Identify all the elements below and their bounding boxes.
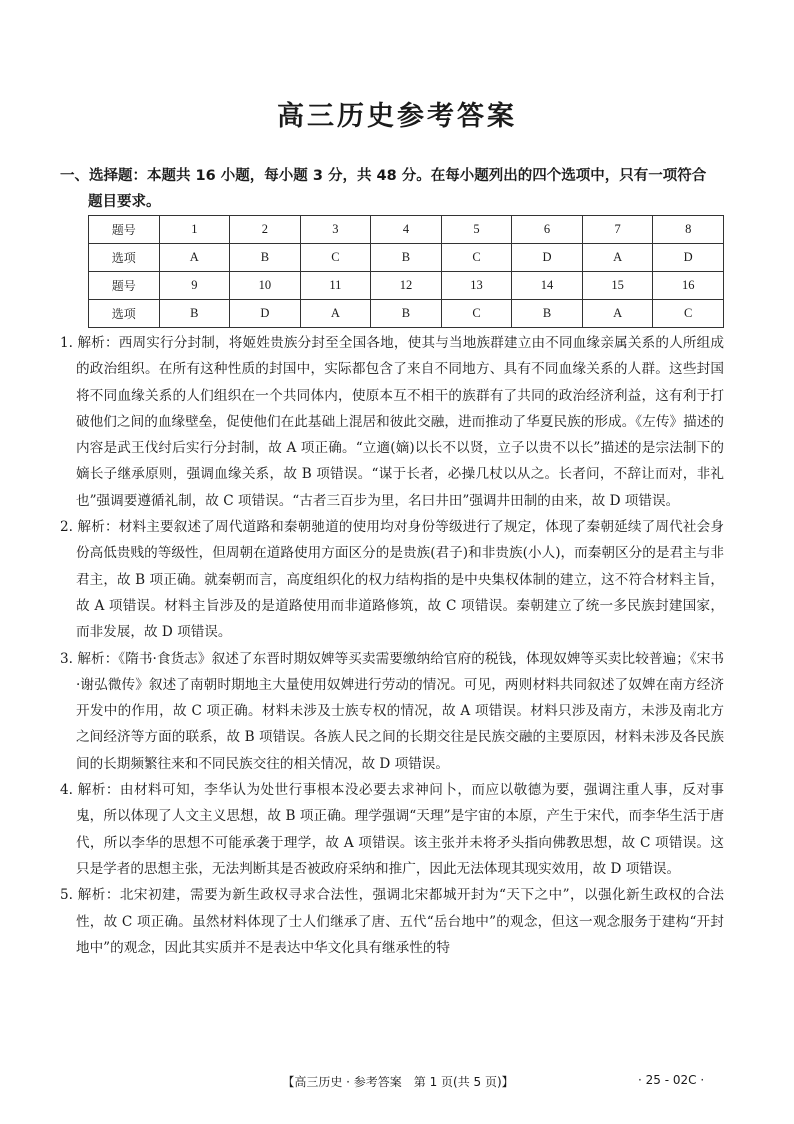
explanations — [60, 330, 724, 961]
answer-cell: D — [653, 244, 724, 272]
answer-cell: D — [230, 300, 301, 328]
question-number-cell: 5 — [441, 216, 512, 244]
answer-table — [88, 215, 724, 328]
option-label-cell: 选项 — [89, 300, 160, 328]
question-number-cell: 16 — [653, 272, 724, 300]
question-number-cell: 6 — [512, 216, 583, 244]
footer-page-info: 【高三历史 · 参考答案 第 1 页(共 5 页)】 — [282, 1075, 514, 1089]
question-number-cell: 12 — [371, 272, 442, 300]
option-label-cell: 选项 — [89, 244, 160, 272]
question-number-cell: 7 — [582, 216, 653, 244]
question-number-cell: 1 — [159, 216, 230, 244]
answer-cell: C — [441, 300, 512, 328]
explanation-item-2: 2. 解析：材料主要叙述了周代道路和秦朝驰道的使用均对身份等级进行了规定，体现了秦朝延续了周代社会身份高低贵贱的等级性，但周朝在道路使用方面区分的是贵族(君子)和非贵族(小人)，而秦朝区分的是君主与非君主，故 B 项正确。就秦朝而言，高度组织化的权力结构指的是中央集权体制的建立，这不符合材料主旨，故 A 项错误。材料主旨涉及的是道路使用而非道路修筑，故 C 项错误。秦朝建立了统一多民族封建国家，而非发展，故 D 项错误。 — [60, 519, 724, 641]
answer-cell: A — [582, 244, 653, 272]
question-number-cell: 14 — [512, 272, 583, 300]
explanation-item-4: 4. 解析：由材料可知，李华认为处世行事根本没必要去求神问卜，而应以敬德为要，强调注重人事，反对事鬼，所以体现了人文主义思想，故 B 项正确。理学强调“天理”是宇宙的本原，产生于宋代，而李华生活于唐代，所以李华的思想不可能承袭于理学，故 A 项错误。该主张并未将矛头指向佛教思想，故 C 项错误。这只是学者的思想主张，无法判断其是否被政府采纳和推广，因此无法体现其现实效用，故 D 项错误。 — [60, 782, 724, 877]
answer-cell: A — [300, 300, 371, 328]
footer-code: · 25 - 02C · — [638, 1073, 705, 1087]
question-number-cell: 15 — [582, 272, 653, 300]
question-label-cell: 题号 — [89, 272, 160, 300]
answer-cell: C — [441, 244, 512, 272]
page-footer — [0, 1073, 794, 1093]
answer-cell: B — [512, 300, 583, 328]
table-row — [89, 216, 724, 244]
question-label-cell: 题号 — [89, 216, 160, 244]
answer-cell: C — [653, 300, 724, 328]
explanation-item-5: 5. 解析：北宋初建，需要为新生政权寻求合法性，强调北宋都城开封为“天下之中”，以强化新生政权的合法性，故 C 项正确。虽然材料体现了士人们继承了唐、五代“岳台地中”的观念，但这一观念服务于建构“开封地中”的观念，因此其实质并不是表达中华文化具有继承性的特 — [60, 887, 724, 956]
answer-cell: C — [300, 244, 371, 272]
page-title: 高三历史参考答案 — [277, 101, 517, 132]
answer-cell: A — [582, 300, 653, 328]
answer-cell: B — [159, 300, 230, 328]
table-row — [89, 272, 724, 300]
section-heading-line2: 题目要求。 — [88, 194, 161, 210]
question-number-cell: 10 — [230, 272, 301, 300]
explanation-item-1: 1. 解析：西周实行分封制，将姬姓贵族分封至全国各地，使其与当地族群建立由不同血缘亲属关系的人所组成的政治组织。在所有这种性质的封国中，实际都包含了来自不同地方、具有不同血缘关系的人群。这些封国将不同血缘关系的人们组织在一个共同体内，使原本互不相干的族群有了共同的政治经济利益，这有利于打破他们之间的血缘壁垒，促使他们在此基础上混居和彼此交融，进而推动了华夏民族的形成。《左传》描述的内容是武王伐纣后实行分封制，故 A 项正确。“立適(嫡)以长不以贤，立子以贵不以长”描述的是宗法制下的嫡长子继承原则，强调血缘关系，故 B 项错误。“谋于长者，必操几杖以从之。长者问，不辞让而对，非礼也”强调要遵循礼制，故 C 项错误。“古者三百步为里，名曰井田”强调井田制的由来，故 D 项错误。 — [60, 335, 724, 509]
question-number-cell: 9 — [159, 272, 230, 300]
explanation-item-3: 3. 解析：《隋书·食货志》叙述了东晋时期奴婢等买卖需要缴纳给官府的税钱，体现奴婢等买卖比较普遍；《宋书·谢弘微传》叙述了南朝时期地主大量使用奴婢进行劳动的情况。可见，两则材料共同叙述了奴婢在南方经济开发中的作用，故 C 项正确。材料未涉及士族专权的情况，故 A 项错误。材料只涉及南方，未涉及南北方之间经济等方面的联系，故 B 项错误。各族人民之间的长期交往是民族交融的主要原因，材料未涉及各民族间的长期频繁往来和不同民族交往的相关情况，故 D 项错误。 — [60, 650, 724, 772]
answer-cell: D — [512, 244, 583, 272]
table-row — [89, 244, 724, 272]
question-number-cell: 13 — [441, 272, 512, 300]
answer-cell: B — [371, 244, 442, 272]
answer-cell: B — [230, 244, 301, 272]
section-heading — [60, 163, 724, 215]
table-row — [89, 300, 724, 328]
question-number-cell: 11 — [300, 272, 371, 300]
section-heading-line1: 一、选择题：本题共 16 小题，每小题 3 分，共 48 分。在每小题列出的四个选项中，只有一项符合 — [60, 168, 707, 184]
question-number-cell: 3 — [300, 216, 371, 244]
answer-cell: B — [371, 300, 442, 328]
question-number-cell: 4 — [371, 216, 442, 244]
question-number-cell: 2 — [230, 216, 301, 244]
answer-cell: A — [159, 244, 230, 272]
question-number-cell: 8 — [653, 216, 724, 244]
